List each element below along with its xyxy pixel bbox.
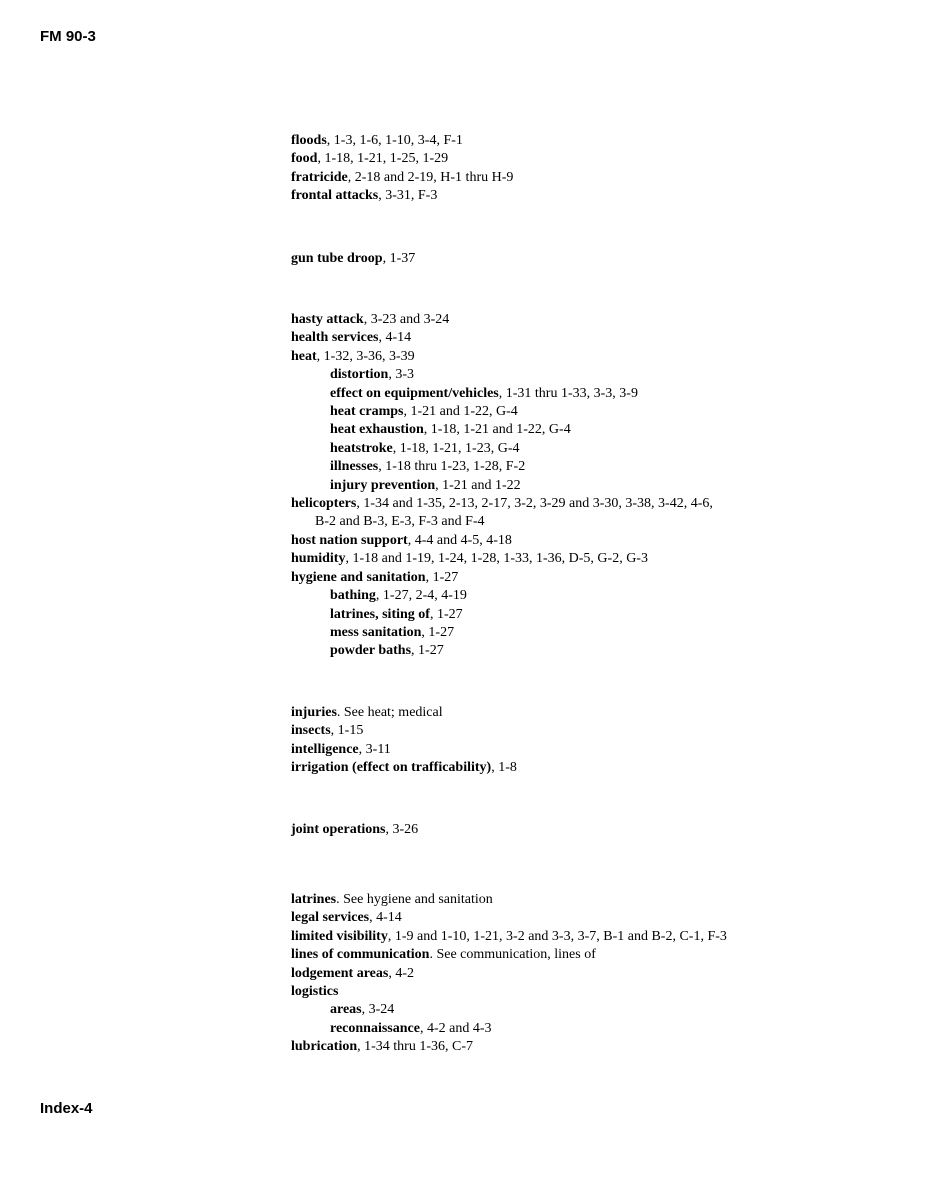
index-subentry (291, 421, 713, 439)
index-entry (291, 928, 727, 946)
index-entry (291, 909, 727, 927)
index-group-j (291, 821, 418, 839)
index-term: injuries (291, 705, 337, 720)
index-term: floods (291, 133, 327, 148)
index-refs: , 3-24 (361, 1002, 395, 1018)
index-subentry (291, 1001, 727, 1019)
index-term: reconnaissance (330, 1020, 420, 1036)
index-entry (291, 532, 713, 550)
index-refs: , 1-15 (330, 723, 364, 739)
index-term: frontal attacks (291, 188, 379, 204)
running-header: FM 90-3 (40, 28, 96, 45)
index-term: distortion (330, 367, 389, 383)
index-entry (291, 495, 713, 513)
index-subentry (291, 477, 713, 495)
index-term: heat exhaustion (330, 422, 424, 438)
index-group-h (291, 311, 713, 661)
index-refs: , 2-18 and 2-19, H-1 thru H-9 (347, 169, 514, 185)
page-number: Index-4 (40, 1100, 93, 1117)
index-refs: , 1-34 and 1-35, 2-13, 2-17, 3-2, 3-29 and 3-30, 3-38, 3-42, 4-6, (356, 496, 713, 512)
index-refs: , 4-2 and 4-3 (419, 1020, 492, 1036)
index-subentry (291, 458, 713, 476)
index-refs: . See heat; medical (336, 705, 443, 720)
index-term: lines of communication (291, 947, 430, 963)
index-refs: , 1-32, 3-36, 3-39 (316, 348, 415, 364)
index-term: illnesses (330, 459, 379, 475)
index-group-l (291, 891, 727, 1057)
index-term: heatstroke (330, 440, 393, 456)
index-refs: , 1-21 and 1-22 (435, 477, 521, 493)
index-refs: , 4-14 (369, 910, 402, 926)
index-refs: , 1-34 thru 1-36, C-7 (357, 1039, 474, 1055)
index-term: lodgement areas (291, 965, 389, 981)
index-refs: , 3-31, F-3 (378, 188, 438, 204)
index-refs: , 3-3 (388, 367, 415, 383)
index-subentry (291, 385, 713, 403)
index-subentry (291, 587, 713, 605)
index-term: heat (291, 348, 317, 364)
index-term: gun tube droop (291, 251, 383, 266)
index-entry (291, 550, 713, 568)
index-term: logistics (291, 984, 339, 1000)
index-term: heat cramps (330, 404, 404, 420)
index-refs: , 1-3, 1-6, 1-10, 3-4, F-1 (326, 133, 463, 148)
index-term: powder baths (330, 643, 412, 659)
index-refs: , 1-27 (429, 606, 463, 622)
index-entry (291, 983, 727, 1001)
index-subentry (291, 606, 713, 624)
index-refs: , 4-2 (388, 965, 415, 981)
index-refs: , 4-4 and 4-5, 4-18 (407, 532, 512, 548)
index-entry (291, 821, 418, 839)
index-refs: , 1-18, 1-21, 1-23, G-4 (392, 440, 520, 456)
index-refs: , 1-27, 2-4, 4-19 (375, 588, 467, 604)
index-entry (291, 891, 727, 909)
index-term: mess sanitation (330, 624, 422, 640)
index-entry (291, 311, 713, 329)
index-term: intelligence (291, 741, 359, 757)
index-entry (291, 704, 517, 722)
index-term: hasty attack (291, 312, 364, 327)
index-refs: , 1-18, 1-21, 1-25, 1-29 (317, 151, 449, 167)
index-group-f (291, 132, 513, 206)
index-entry (291, 569, 713, 587)
index-term: humidity (291, 551, 346, 567)
index-refs: , 1-18, 1-21 and 1-22, G-4 (423, 422, 571, 438)
index-refs: , 1-27 (425, 569, 459, 585)
index-subentry (291, 642, 713, 660)
index-term: areas (330, 1002, 362, 1018)
index-term: helicopters (291, 496, 357, 512)
index-entry (291, 965, 727, 983)
index-refs: . See communication, lines of (429, 947, 596, 963)
index-term: host nation support (291, 532, 408, 548)
index-entry (291, 759, 517, 777)
index-entry (291, 150, 513, 168)
index-group-i (291, 704, 517, 778)
index-refs: , 3-23 and 3-24 (363, 312, 450, 327)
index-entry (291, 169, 513, 187)
index-subentry (291, 624, 713, 642)
index-term: bathing (330, 588, 376, 604)
index-term: food (291, 151, 318, 167)
index-entry (291, 132, 513, 150)
index-term: insects (291, 723, 331, 739)
index-term: effect on equipment/vehicles (330, 385, 499, 401)
index-term: limited visibility (291, 928, 388, 944)
index-refs: . See hygiene and sanitation (336, 892, 493, 907)
index-entry (291, 946, 727, 964)
index-entry (291, 1038, 727, 1056)
index-term: hygiene and sanitation (291, 569, 426, 585)
index-refs: , 1-21 and 1-22, G-4 (403, 404, 518, 420)
index-refs: , 1-27 (411, 643, 444, 659)
index-term: legal services (291, 910, 370, 926)
index-refs: , 1-18 and 1-19, 1-24, 1-28, 1-33, 1-36, D-5, G-2, G-3 (345, 551, 648, 567)
index-subentry (291, 403, 713, 421)
index-subentry (291, 1020, 727, 1038)
index-term: fratricide (291, 169, 348, 185)
index-term: injury prevention (330, 477, 436, 493)
index-refs: , 3-26 (385, 822, 419, 837)
index-entry (291, 348, 713, 366)
index-refs: , 1-37 (382, 251, 416, 266)
index-refs: , 3-11 (358, 741, 391, 757)
index-term: latrines, siting of (330, 606, 430, 622)
index-term: latrines (291, 892, 337, 907)
index-refs: , 1-27 (421, 624, 455, 640)
index-entry (291, 741, 517, 759)
index-group-g (291, 250, 415, 268)
index-entry (291, 250, 415, 268)
index-subentry (291, 366, 713, 384)
index-refs: , 4-14 (378, 330, 412, 346)
index-term: health services (291, 330, 379, 346)
index-term: irrigation (effect on trafficability) (291, 760, 492, 776)
index-term: lubrication (291, 1039, 358, 1055)
index-term: joint operations (291, 822, 386, 837)
index-refs: , 1-8 (491, 760, 517, 776)
index-entry (291, 329, 713, 347)
index-refs: , 1-9 and 1-10, 1-21, 3-2 and 3-3, 3-7, B-1 and B-2, C-1, F-3 (387, 928, 727, 944)
index-entry (291, 187, 513, 205)
index-refs: , 1-18 thru 1-23, 1-28, F-2 (378, 459, 526, 475)
index-subentry (291, 440, 713, 458)
index-refs: , 1-31 thru 1-33, 3-3, 3-9 (498, 385, 638, 401)
index-entry (291, 722, 517, 740)
index-entry-continuation: B-2 and B-3, E-3, F-3 and F-4 (315, 514, 485, 530)
